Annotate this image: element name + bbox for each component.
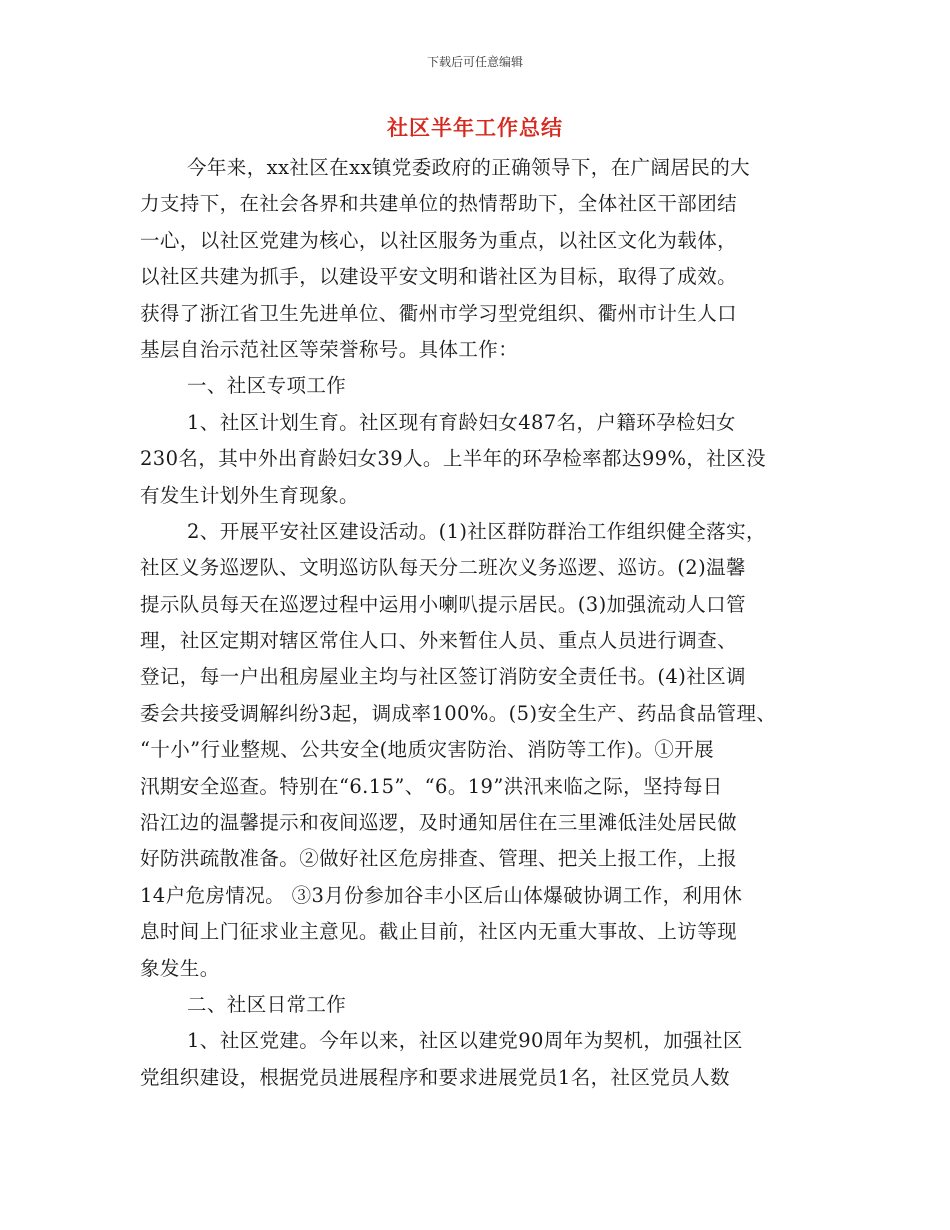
text-line: 理，社区定期对辖区常住人口、外来暂住人员、重点人员进行调查、 bbox=[140, 629, 738, 653]
header-note: 下载后可任意编辑 bbox=[426, 55, 523, 69]
text-line: 二、社区日常工作 bbox=[187, 992, 347, 1016]
text-line: 一、社区专项工作 bbox=[187, 374, 347, 398]
document-body bbox=[140, 150, 830, 1096]
text-line: 2、开展平安社区建设活动。(1)社区群防群治工作组织健全落实， bbox=[187, 519, 766, 543]
text-line: 有发生计划外生育现象。 bbox=[140, 483, 359, 507]
text-line: 力支持下，在社会各界和共建单位的热情帮助下，全体社区干部团结 bbox=[140, 192, 738, 216]
text-line: 好防洪疏散准备。②做好社区危房排查、管理、把关上报工作，上报 bbox=[140, 847, 738, 871]
text-line: 社区义务巡逻队、文明巡访队每天分二班次义务巡逻、巡访。(2)温馨 bbox=[140, 556, 746, 580]
text-line: 以社区共建为抓手，以建设平安文明和谐社区为目标，取得了成效。 bbox=[140, 265, 738, 289]
text-line: 获得了浙江省卫生先进单位、衢州市学习型党组织、衢州市计生人口 bbox=[140, 301, 738, 325]
text-line: 象发生。 bbox=[140, 956, 220, 980]
text-line: 汛期安全巡查。特别在“6.15”、“6。19”洪汛来临之际，坚持每日 bbox=[140, 774, 723, 798]
text-line: 14户危房情况。 ③3月份参加谷丰小区后山体爆破协调工作，利用休 bbox=[140, 883, 743, 907]
text-line: “十小”行业整规、公共安全(地质灾害防治、消防等工作)。①开展 bbox=[140, 738, 715, 762]
text-line: 党组织建设，根据党员进展程序和要求进展党员1名，社区党员人数 bbox=[140, 1065, 730, 1089]
text-line: 今年来，xx社区在xx镇党委政府的正确领导下，在广阔居民的大 bbox=[187, 156, 750, 179]
text-line: 沿江边的温馨提示和夜间巡逻，及时通知居住在三里滩低洼处居民做 bbox=[140, 811, 738, 835]
text-line: 息时间上门征求业主意见。截止目前，社区内无重大事故、上访等现 bbox=[140, 920, 738, 944]
text-line: 提示队员每天在巡逻过程中运用小喇叭提示居民。(3)加强流动人口管 bbox=[140, 592, 746, 616]
text-line: 1、社区计划生育。社区现有育龄妇女487名，户籍环孕检妇女 bbox=[187, 410, 736, 434]
document-title: 社区半年工作总结 bbox=[387, 116, 563, 140]
text-line: 基层自治示范社区等荣誉称号。具体工作： bbox=[140, 337, 519, 361]
text-line: 1、社区党建。今年以来，社区以建党90周年为契机，加强社区 bbox=[187, 1029, 743, 1053]
text-line: 登记，每一户出租房屋业主均与社区签订消防安全责任书。(4)社区调 bbox=[140, 665, 746, 689]
text-line: 委会共接受调解纠纷3起，调成率100%。(5)安全生产、药品食品管理、 bbox=[140, 701, 777, 725]
text-line: 一心，以社区党建为核心，以社区服务为重点，以社区文化为载体， bbox=[140, 228, 738, 252]
text-line: 230名，其中外出育龄妇女39人。上半年的环孕检率都达99%，社区没 bbox=[140, 447, 766, 471]
